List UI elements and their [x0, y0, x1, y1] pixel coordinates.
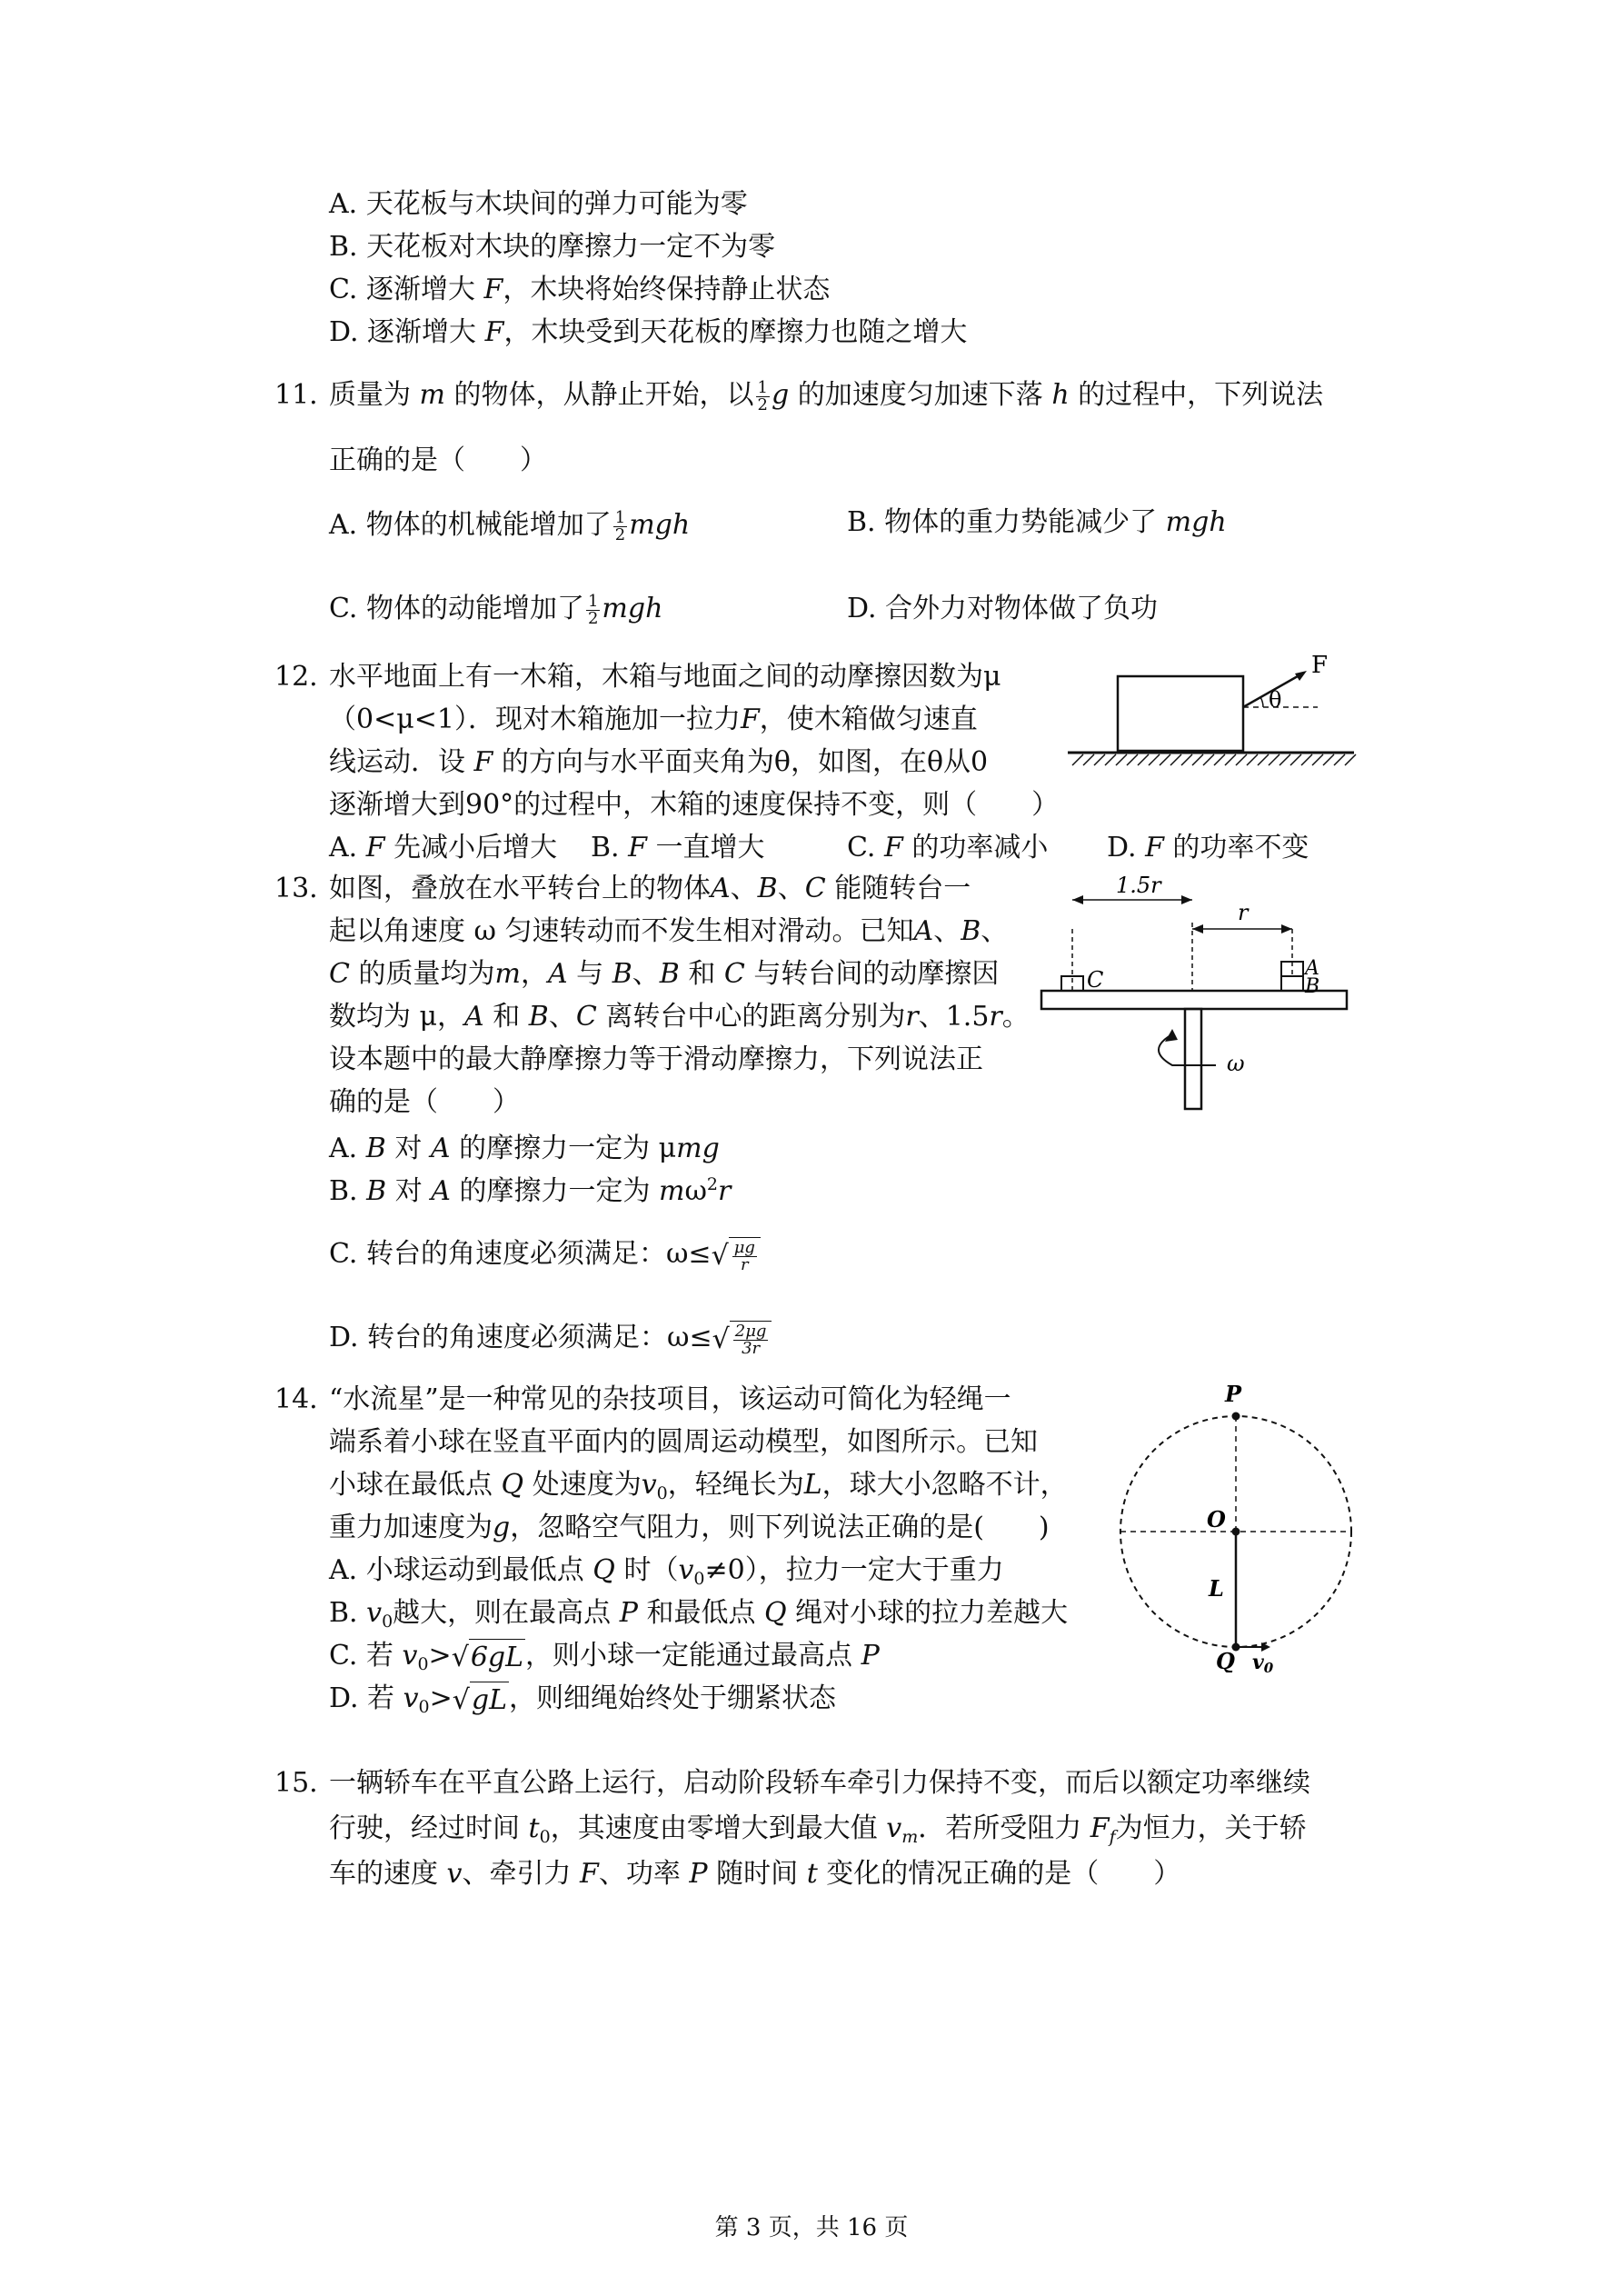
label-l: L: [1209, 1575, 1224, 1602]
q15-line3: 车的速度 v、牵引力 F、功率 P 随时间 t 变化的情况正确的是（ ）: [329, 1858, 1181, 1890]
q13-option-a: A. B 对 A 的摩擦力一定为 μmg: [329, 1133, 720, 1164]
q14-option-c: C. 若 $v_0>√6gL$，则小球一定能通过最高点 P: [329, 1640, 880, 1674]
label-c: C: [1087, 967, 1104, 993]
q12-option-c: C. F 的功率减小: [847, 832, 1049, 863]
q12-figure-box-on-ground: [1063, 645, 1363, 768]
sqrt-expression: √6gL: [452, 1639, 525, 1676]
ground-hatching: [1072, 754, 1356, 765]
page-footer: 第 3 页，共 16 页: [714, 2214, 909, 2241]
q12-line2: （0<μ<1）．现对木箱施加一拉力F，使木箱做匀速直: [329, 704, 978, 735]
label-q: Q: [1216, 1648, 1235, 1672]
q15-line2: 行驶，经过时间 $t_0$，其速度由零增大到最大值 $v_m$．若所受阻力 $F_f$为恒力，关于轿: [329, 1812, 1307, 1847]
q11-option-a: A. 物体的机械能增加了 $\frac{1}{2}$ mgh: [329, 507, 691, 544]
sqrt-expression: √ $\frac{2\mu g}{3r}$: [712, 1321, 772, 1358]
force-arrowhead: [1295, 671, 1307, 681]
q14-line2: 端系着小球在竖直平面内的圆周运动模型，如图所示。已知: [329, 1426, 1038, 1458]
q12-line3: 线运动．设 F 的方向与水平面夹角为θ，如图，在θ从0: [329, 746, 989, 778]
q14-option-b: B. $v_0$越大，则在最高点 P 和最低点 Q 绳对小球的拉力差越大: [329, 1597, 1069, 1632]
angle-arc: [1260, 697, 1263, 707]
q10-option-b: B. 天花板对木块的摩擦力一定不为零: [329, 231, 776, 263]
q12-line4: 逐渐增大到90°的过程中，木箱的速度保持不变，则（ ）: [329, 789, 1060, 821]
turntable: [1041, 991, 1347, 1009]
q14-option-a: A. 小球运动到最低点 Q 时$(v_0\ne 0)$，拉力一定大于重力: [329, 1554, 1004, 1589]
q12-option-a: A. F 先减小后增大: [329, 832, 558, 863]
label-o: O: [1207, 1506, 1226, 1532]
q13-figure-turntable: [1036, 873, 1359, 1113]
label-theta: θ: [1269, 687, 1282, 713]
label-f: F: [1311, 652, 1329, 679]
q12-option-b: B. F 一直增大: [591, 832, 765, 863]
q12-option-d: D. F 的功率不变: [1107, 832, 1309, 863]
q13-line4: 数均为 μ，A 和 B、C 离转台中心的距离分别为r、1.5r。: [329, 1001, 1030, 1033]
q10-option-a: A. 天花板与木块间的弹力可能为零: [329, 188, 748, 220]
point-p: [1232, 1413, 1240, 1421]
sqrt-expression: √ $\frac{\mu g}{r}$: [712, 1237, 761, 1274]
q13-option-c: C. 转台的角速度必须满足：ω≤√ $\frac{\mu g}{r}$: [329, 1236, 761, 1274]
q11-stem: 质量为 m 的物体，从静止开始，以 $\frac{1}{2}$ g 的加速度匀加速下落 h 的过程中，下列说法: [329, 377, 1324, 414]
q11-number: 11.: [274, 379, 318, 411]
q15-number: 15.: [274, 1767, 318, 1799]
rotation-shaft: [1185, 1009, 1201, 1109]
q13-line3: C 的质量均为m，A 与 B、B 和 C 与转台间的动摩擦因: [329, 958, 1000, 990]
label-p: P: [1225, 1382, 1242, 1407]
q13-number: 13.: [274, 873, 318, 904]
label-1-5r: 1.5r: [1116, 873, 1161, 898]
q14-line1: “水流星”是一种常见的杂技项目，该运动可简化为轻绳一: [329, 1383, 1011, 1415]
label-r: r: [1238, 900, 1249, 925]
q13-option-d: D. 转台的角速度必须满足：ω≤√ $\frac{2\mu g}{3r}$: [329, 1320, 772, 1358]
q14-number: 14.: [274, 1383, 318, 1415]
q12-line1: 水平地面上有一木箱，木箱与地面之间的动摩擦因数为μ: [329, 661, 1001, 693]
label-b: B: [1305, 975, 1320, 998]
q14-line4: 重力加速度为g，忽略空气阻力，则下列说法正确的是( ): [329, 1512, 1050, 1543]
q11-option-c: C. 物体的动能增加了 $\frac{1}{2}$ mgh: [329, 591, 663, 628]
q13-option-b: B. B 对 A 的摩擦力一定为 $m\omega^2r$: [329, 1174, 732, 1207]
q14-figure-vertical-circle: [1118, 1382, 1363, 1672]
label-omega: ω: [1227, 1051, 1245, 1076]
label-a: A: [1305, 957, 1319, 980]
q13-line1: 如图，叠放在水平转台上的物体A、B、C 能随转台一: [329, 873, 971, 904]
box: [1118, 676, 1243, 751]
point-o: [1232, 1528, 1240, 1536]
q11-option-b: B. 物体的重力势能减少了 mgh: [847, 506, 1227, 538]
q11-stem-line2: 正确的是（ ）: [329, 444, 547, 476]
q13-line2: 起以角速度 ω 匀速转动而不发生相对滑动。已知A、B、: [329, 915, 1009, 947]
sqrt-expression: √gL: [453, 1682, 509, 1719]
block-b: [1281, 976, 1303, 991]
fraction-one-half: $\frac{1}{2}$: [757, 377, 768, 414]
q13-line5: 设本题中的最大静摩擦力等于滑动摩擦力，下列说法正: [329, 1043, 983, 1075]
q10-option-c: C. 逐渐增大 F，木块将始终保持静止状态: [329, 274, 831, 305]
label-v0: v0: [1252, 1651, 1274, 1672]
q12-number: 12.: [274, 661, 318, 693]
q14-line3: 小球在最低点 Q 处速度为$v_0$，轻绳长为L，球大小忽略不计，: [329, 1469, 1068, 1503]
q13-line6: 确的是（ ）: [329, 1086, 520, 1118]
q14-option-d: D. 若 $v_0>√gL$，则细绳始终处于绷紧状态: [329, 1682, 837, 1717]
q15-line1: 一辆轿车在平直公路上运行，启动阶段轿车牵引力保持不变，而后以额定功率继续: [329, 1767, 1310, 1799]
q11-option-d: D. 合外力对物体做了负功: [847, 593, 1159, 624]
q10-option-d: D. 逐渐增大 F，木块受到天花板的摩擦力也随之增大: [329, 316, 968, 348]
